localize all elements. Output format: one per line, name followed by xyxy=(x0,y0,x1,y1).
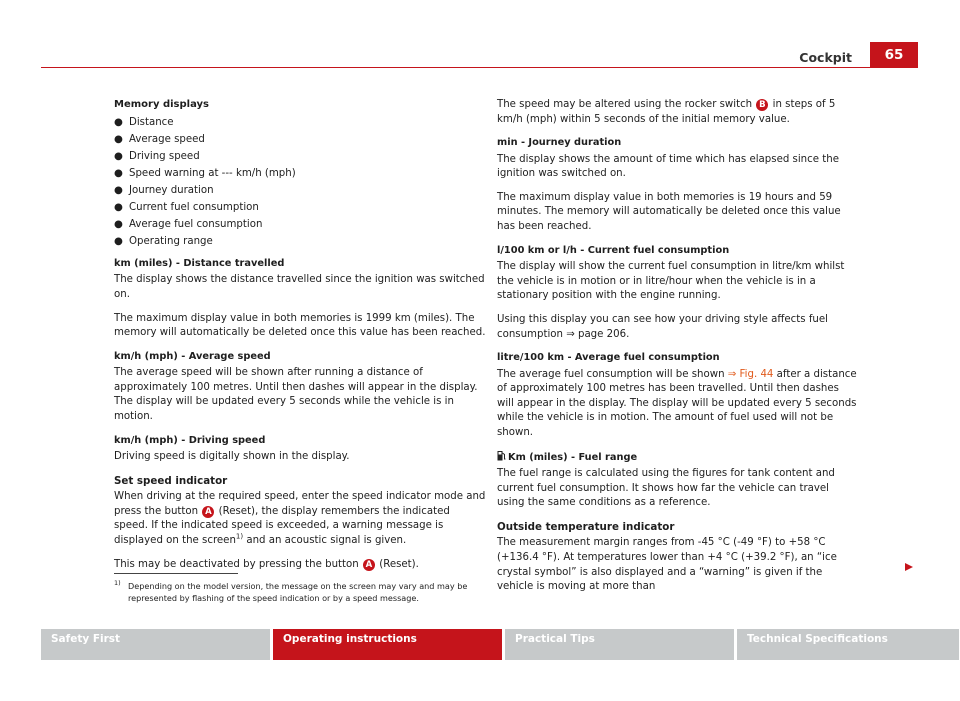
page-number: 65 xyxy=(870,42,918,68)
page-title: Cockpit xyxy=(799,50,852,65)
journey-max-paragraph: The maximum display value in both memories is 19 hours and 59 minutes. The memory will automatically be deleted once this value has been reached. xyxy=(497,191,841,233)
memory-displays-heading: Memory displays xyxy=(114,99,209,110)
outside-temperature-heading: Outside temperature indicator xyxy=(497,520,675,533)
deactivate-paragraph: This may be deactivated by pressing the button A (Reset). xyxy=(114,558,419,570)
current-consumption-heading: l/100 km or l/h - Current fuel consumption xyxy=(497,244,730,256)
set-speed-paragraph: When driving at the required speed, enter the speed indicator mode and press the button A (Reset), the display remembers the indicated speed. If the indicated speed is exceeded, a warning message is displayed on the screen$^{1)}$ and an acoustic signal is given. xyxy=(114,491,486,546)
button-a-marker: A xyxy=(363,559,375,571)
list-item: ● Average speed xyxy=(114,133,486,148)
tab-technical-specifications[interactable]: Technical Specifications xyxy=(737,629,959,660)
footnote xyxy=(114,581,474,604)
footnote-mark: 1) xyxy=(114,579,121,587)
fuel-range-heading: Km (miles) - Fuel range xyxy=(497,450,859,465)
tab-safety-first[interactable]: Safety First xyxy=(41,629,270,660)
driving-style-paragraph: Using this display you can see how your driving style affects fuel consumption ⇒ page 206. xyxy=(497,313,828,340)
current-consumption-paragraph: The display will show the current fuel consumption in litre/km whilst the vehicle is in motion or in litre/hour when the vehicle is in a stationary position with the engine running. xyxy=(497,261,845,302)
footnote-text: Depending on the model version, the message on the screen may vary and may be represented by flashing of the speed indication or by a speed message. xyxy=(128,581,468,603)
bullet-icon: ● xyxy=(114,116,123,128)
header-rule xyxy=(41,67,918,68)
fuel-range-paragraph: The fuel range is calculated using the figures for tank content and current fuel consumption. It shows how far the vehicle can travel using the same conditions as a reference. xyxy=(497,468,835,509)
list-item: ● Current fuel consumption xyxy=(114,201,486,216)
average-speed-heading: km/h (mph) - Average speed xyxy=(114,350,271,362)
bullet-icon: ● xyxy=(114,202,123,214)
journey-duration-paragraph: The display shows the amount of time which has elapsed since the ignition was switched on. xyxy=(497,153,839,180)
figure-link[interactable]: ⇒ Fig. 44 xyxy=(727,368,774,380)
bullet-icon: ● xyxy=(114,219,123,231)
memory-list xyxy=(114,116,486,250)
bullet-icon: ● xyxy=(114,133,123,145)
journey-duration-heading: min - Journey duration xyxy=(497,137,622,149)
list-item: ● Journey duration xyxy=(114,184,486,199)
footnote-rule xyxy=(114,573,238,574)
outside-temperature-paragraph: The measurement margin ranges from -45 °C (-49 °F) to +58 °C (+136.4 °F). At temperatures lower than +4 °C (+39.2 °F), an “ice crystal symbol” is also displayed and a “warning” is given if the vehicle is moving at more than xyxy=(497,537,837,593)
list-item: ● Speed warning at --- km/h (mph) xyxy=(114,167,486,182)
set-speed-heading: Set speed indicator xyxy=(114,474,228,487)
distance-max-paragraph: The maximum display value in both memories is 1999 km (miles). The memory will automatically be deleted once this value has been reached. xyxy=(114,312,486,339)
bullet-icon: ● xyxy=(114,150,123,162)
tab-operating-instructions[interactable]: Operating instructions xyxy=(273,629,502,660)
right-column xyxy=(497,98,859,604)
button-a-marker: A xyxy=(202,506,214,518)
bullet-icon: ● xyxy=(114,184,123,196)
driving-speed-paragraph: Driving speed is digitally shown in the display. xyxy=(114,451,350,463)
speed-alter-paragraph: The speed may be altered using the rocker switch B in steps of 5 km/h (mph) within 5 seconds of the initial memory value. xyxy=(497,99,836,125)
button-b-marker: B xyxy=(756,99,768,111)
footer-tabs xyxy=(41,629,959,660)
driving-speed-heading: km/h (mph) - Driving speed xyxy=(114,434,266,446)
average-speed-paragraph: The average speed will be shown after running a distance of approximately 100 metres. Until then dashes will appear in the display. The display will be updated every 5 seconds while the vehicle is in motion. xyxy=(114,367,478,422)
distance-paragraph: The display shows the distance travelled since the ignition was switched on. xyxy=(114,274,485,300)
bullet-icon: ● xyxy=(114,236,123,248)
bullet-icon: ● xyxy=(114,167,123,179)
continued-arrow-icon xyxy=(904,562,914,572)
fuel-pump-icon xyxy=(497,450,506,461)
average-consumption-heading: litre/100 km - Average fuel consumption xyxy=(497,352,720,364)
footnote-ref: 1) xyxy=(235,532,244,541)
average-consumption-paragraph: The average fuel consumption will be shown ⇒ Fig. 44 after a distance of approximately 100 metres has been travelled. Until then dashes will appear in the display. The display will be updated every 5 seconds while the vehicle is in motion. The amount of fuel used will not be shown. xyxy=(497,368,857,438)
tab-practical-tips[interactable]: Practical Tips xyxy=(505,629,734,660)
list-item: ● Operating range xyxy=(114,235,486,250)
distance-heading: km (miles) - Distance travelled xyxy=(114,257,285,269)
list-item: ● Driving speed xyxy=(114,150,486,165)
list-item: ● Distance xyxy=(114,116,486,131)
left-column xyxy=(114,98,486,581)
list-item: ● Average fuel consumption xyxy=(114,218,486,233)
